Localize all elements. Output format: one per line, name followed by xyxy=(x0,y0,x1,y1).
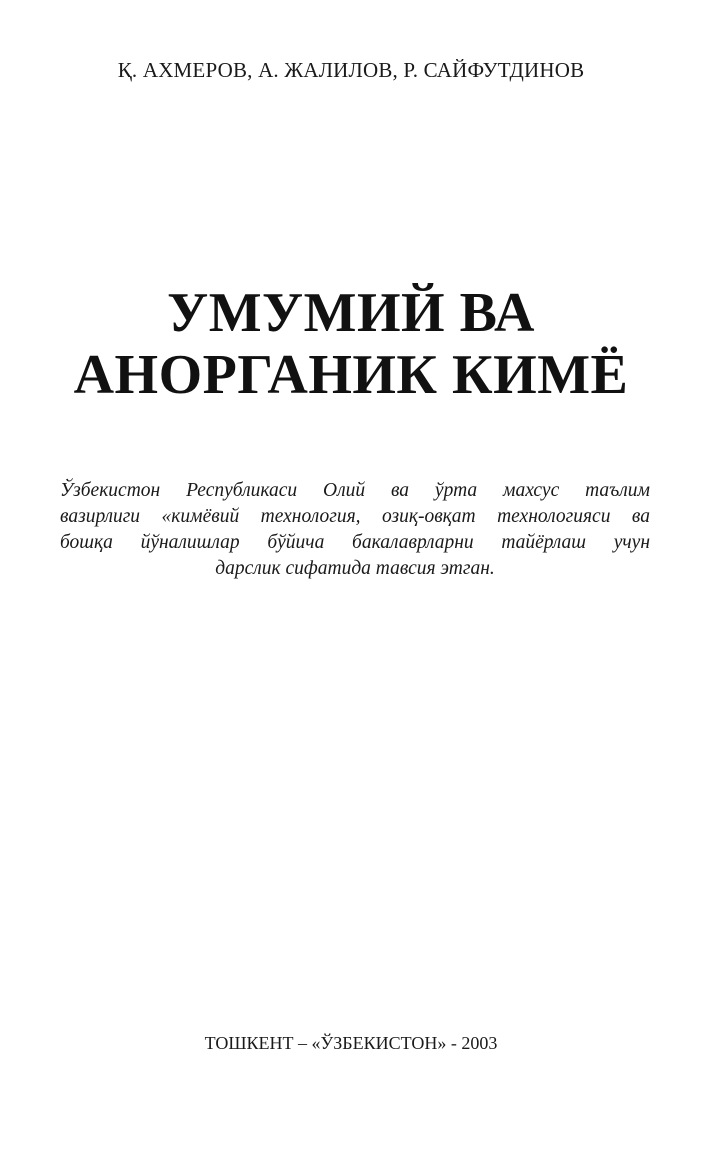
publisher-imprint: ТОШКЕНТ – «ЎЗБЕКИСТОН» - 2003 xyxy=(204,1033,498,1053)
authors-line: Қ. АХМЕРОВ, А. ЖАЛИЛОВ, Р. САЙФУТДИНОВ xyxy=(117,58,585,82)
approval-line-3: бошқа йўналишлар бўйича бакалаврларни тайёрлаш учун xyxy=(60,532,650,553)
book-title xyxy=(0,282,702,406)
approval-line-1: Ўзбекистон Республикаси Олий ва ўрта махсус таълим xyxy=(60,480,650,501)
approval-statement xyxy=(60,478,650,582)
book-title-line-1: УМУМИЙ ВА xyxy=(167,282,535,344)
approval-line-4: дарслик сифатида тавсия этган. xyxy=(215,558,495,579)
approval-line-2: вазирлиги «кимёвий технология, озиқ-овқат технологияси ва xyxy=(60,506,650,527)
book-title-line-2: АНОРГАНИК КИМЁ xyxy=(73,344,629,406)
